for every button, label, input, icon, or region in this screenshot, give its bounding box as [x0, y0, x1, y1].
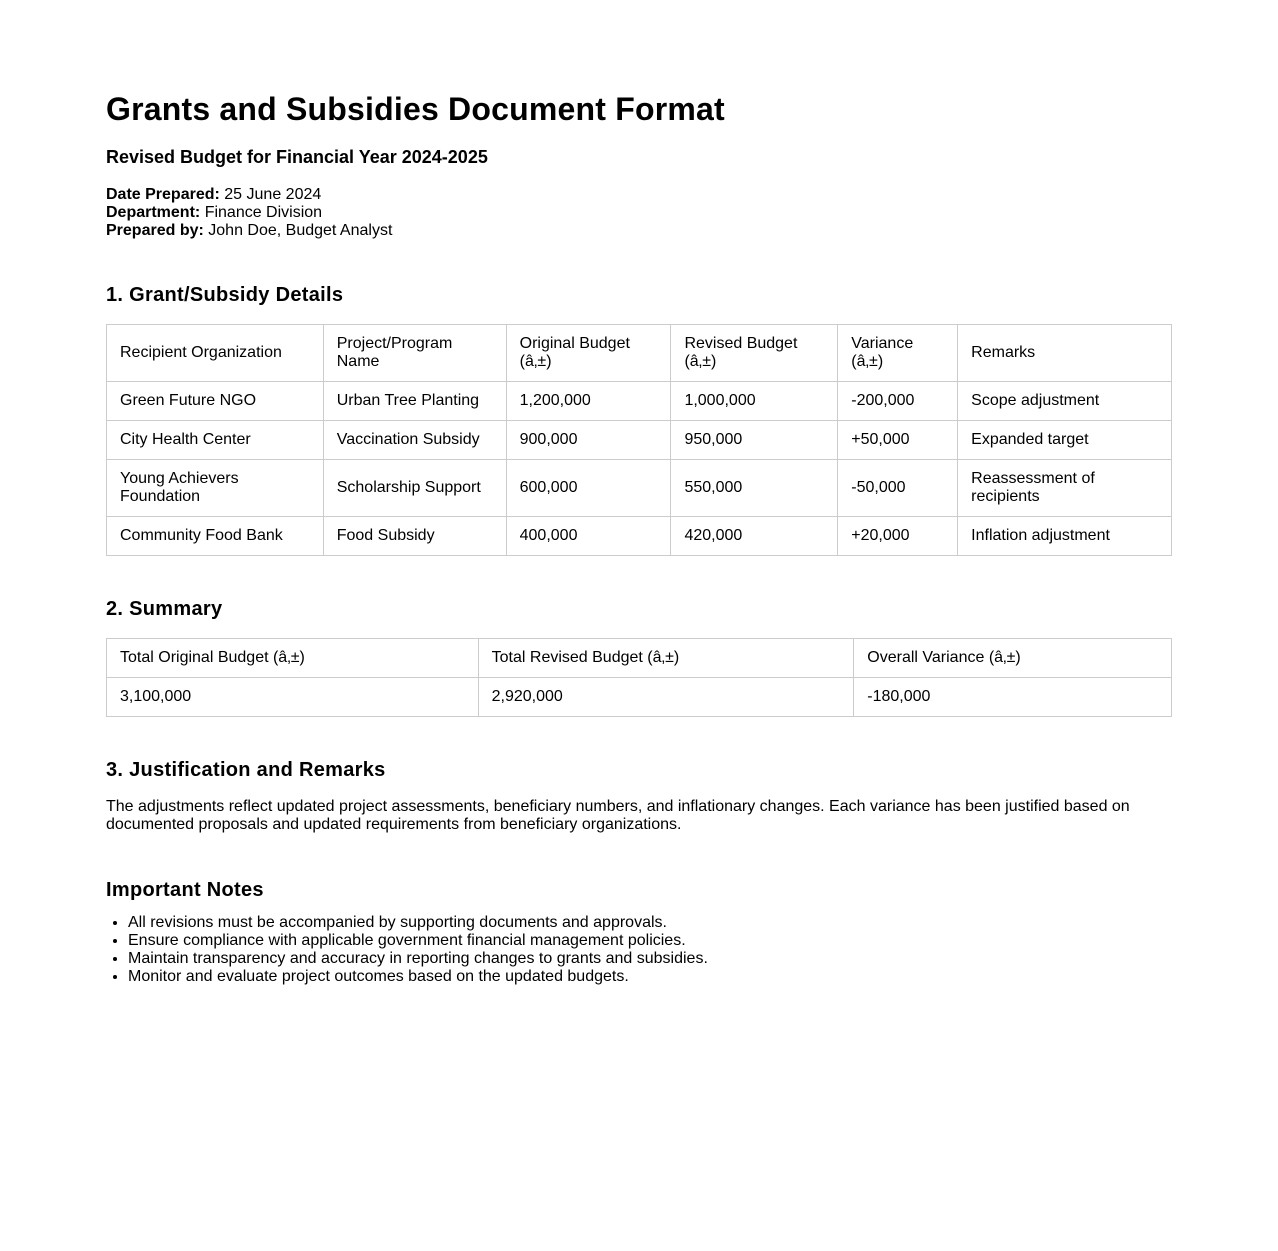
column-header: Revised Budget (â‚±)	[671, 325, 838, 382]
meta-department-value: Finance Division	[204, 204, 323, 221]
table-row	[107, 517, 1172, 556]
meta-department	[106, 204, 1172, 222]
summary-heading: 2. Summary	[106, 598, 223, 620]
column-header: Original Budget (â‚±)	[506, 325, 671, 382]
column-header: Remarks	[958, 325, 1172, 382]
table-cell: City Health Center	[107, 421, 324, 460]
notes-list	[106, 914, 1172, 986]
table-cell: 1,000,000	[671, 382, 838, 421]
table-cell: 950,000	[671, 421, 838, 460]
justification-text: The adjustments reflect updated project assessments, beneficiary numbers, and inflationary changes. Each variance has been justified based on documented proposals and updated requirements from beneficiary organizations.	[106, 798, 1130, 833]
summary-table	[106, 638, 1172, 717]
table-cell: Inflation adjustment	[958, 517, 1172, 556]
meta-date	[106, 186, 1172, 204]
table-cell: Expanded target	[958, 421, 1172, 460]
table-cell: +20,000	[838, 517, 958, 556]
table-cell: Scholarship Support	[323, 460, 506, 517]
document-title: Grants and Subsidies Document Format	[106, 91, 725, 127]
table-cell: 400,000	[506, 517, 671, 556]
column-header: Overall Variance (â‚±)	[854, 639, 1172, 678]
meta-department-label: Department:	[106, 204, 201, 221]
table-cell: Scope adjustment	[958, 382, 1172, 421]
table-cell: Vaccination Subsidy	[323, 421, 506, 460]
notes-heading: Important Notes	[106, 879, 264, 901]
summary-header-row	[107, 639, 1172, 678]
meta-date-value: 25 June 2024	[224, 186, 322, 203]
list-item: • Ensure compliance with applicable government financial management policies.	[128, 932, 1172, 950]
meta-prepared-label: Prepared by:	[106, 222, 204, 239]
document-subtitle: Revised Budget for Financial Year 2024-2025	[106, 147, 488, 167]
table-cell: -200,000	[838, 382, 958, 421]
table-row	[107, 382, 1172, 421]
document-meta	[106, 186, 1172, 240]
table-cell: 420,000	[671, 517, 838, 556]
table-cell: 1,200,000	[506, 382, 671, 421]
overall-variance: -180,000	[854, 678, 1172, 717]
total-revised-budget: 2,920,000	[478, 678, 854, 717]
table-cell: Young Achievers Foundation	[107, 460, 324, 517]
column-header: Total Revised Budget (â‚±)	[478, 639, 854, 678]
meta-prepared-by	[106, 222, 1172, 240]
list-item: • Maintain transparency and accuracy in reporting changes to grants and subsidies.	[128, 950, 1172, 968]
column-header: Variance (â‚±)	[838, 325, 958, 382]
table-cell: 550,000	[671, 460, 838, 517]
table-cell: Community Food Bank	[107, 517, 324, 556]
table-row	[107, 460, 1172, 517]
details-table	[106, 324, 1172, 556]
table-row	[107, 678, 1172, 717]
table-cell: +50,000	[838, 421, 958, 460]
list-item: • All revisions must be accompanied by supporting documents and approvals.	[128, 914, 1172, 932]
table-cell: 600,000	[506, 460, 671, 517]
total-original-budget: 3,100,000	[107, 678, 479, 717]
table-cell: Food Subsidy	[323, 517, 506, 556]
justification-heading: 3. Justification and Remarks	[106, 759, 386, 781]
table-cell: Green Future NGO	[107, 382, 324, 421]
meta-date-label: Date Prepared:	[106, 186, 220, 203]
list-item: • Monitor and evaluate project outcomes based on the updated budgets.	[128, 968, 1172, 986]
column-header: Project/Program Name	[323, 325, 506, 382]
details-heading: 1. Grant/Subsidy Details	[106, 284, 344, 306]
table-cell: Urban Tree Planting	[323, 382, 506, 421]
column-header: Recipient Organization	[107, 325, 324, 382]
details-header-row	[107, 325, 1172, 382]
table-cell: Reassessment of recipients	[958, 460, 1172, 517]
column-header: Total Original Budget (â‚±)	[107, 639, 479, 678]
table-cell: 900,000	[506, 421, 671, 460]
table-row	[107, 421, 1172, 460]
meta-prepared-value: John Doe, Budget Analyst	[208, 222, 393, 239]
table-cell: -50,000	[838, 460, 958, 517]
